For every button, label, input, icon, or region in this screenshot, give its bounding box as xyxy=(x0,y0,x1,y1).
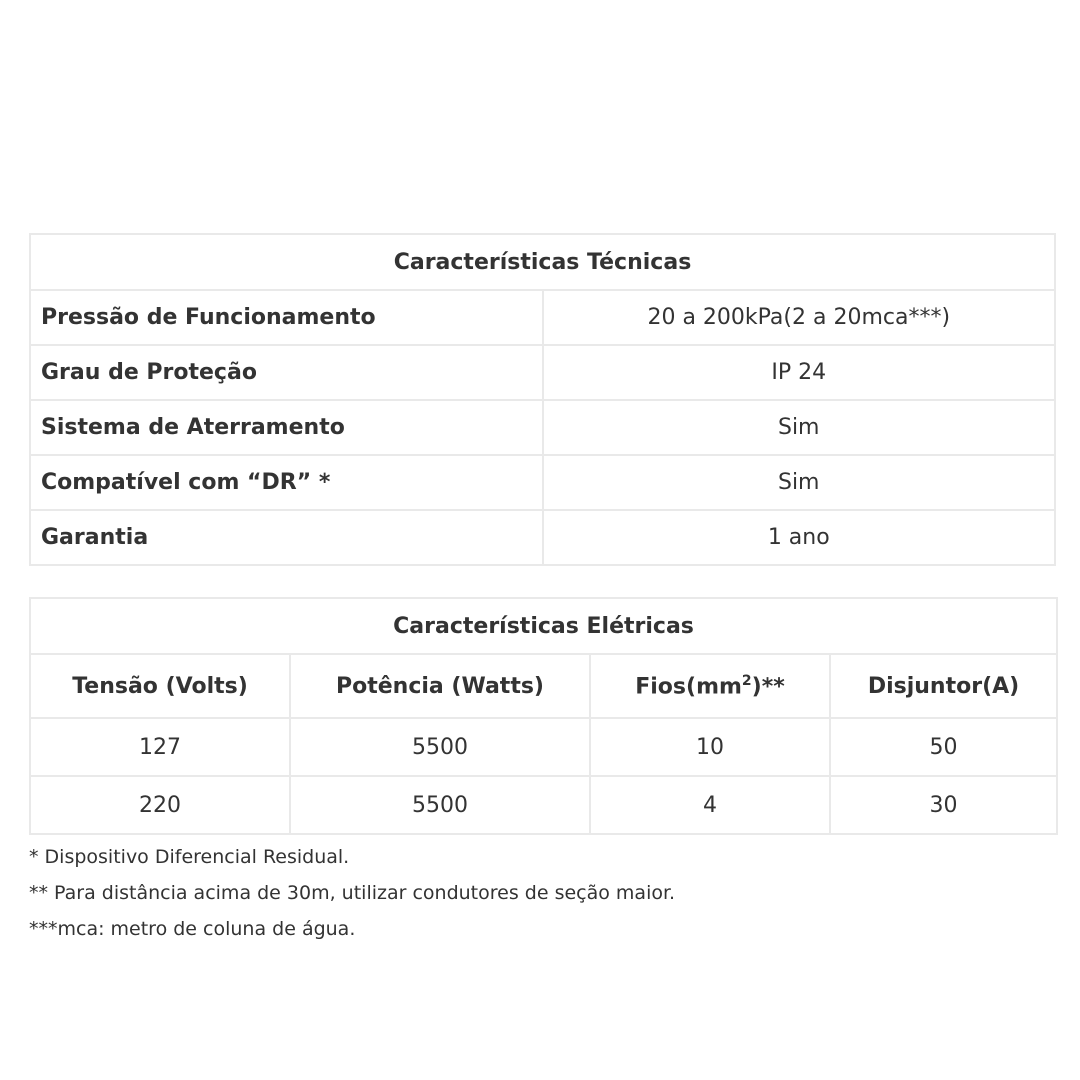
table-row xyxy=(30,718,1057,776)
power-cell: 5500 xyxy=(290,776,590,834)
footnotes xyxy=(29,842,675,950)
elec-table-title: Características Elétricas xyxy=(30,598,1057,654)
power-header: Potência (Watts) xyxy=(290,654,590,718)
warranty-value: 1 ano xyxy=(543,510,1056,565)
wires-cell: 10 xyxy=(590,718,830,776)
power-cell: 5500 xyxy=(290,718,590,776)
wires-cell: 4 xyxy=(590,776,830,834)
breaker-cell: 50 xyxy=(830,718,1057,776)
warranty-label: Garantia xyxy=(30,510,543,565)
protection-degree-label: Grau de Proteção xyxy=(30,345,543,400)
table-row xyxy=(30,455,1055,510)
voltage-header: Tensão (Volts) xyxy=(30,654,290,718)
table-row xyxy=(30,510,1055,565)
table-row xyxy=(30,400,1055,455)
dr-compatible-value: Sim xyxy=(543,455,1056,510)
electrical-characteristics-table xyxy=(29,597,1058,835)
technical-characteristics-table xyxy=(29,233,1056,566)
footnote-distance: ** Para distância acima de 30m, utilizar condutores de seção maior. xyxy=(29,882,676,904)
footnote-dr: * Dispositivo Diferencial Residual. xyxy=(29,846,350,868)
wires-header-sup: 2 xyxy=(741,672,752,689)
voltage-cell: 127 xyxy=(30,718,290,776)
grounding-system-value: Sim xyxy=(543,400,1056,455)
breaker-header: Disjuntor(A) xyxy=(830,654,1057,718)
voltage-cell: 220 xyxy=(30,776,290,834)
table-row xyxy=(30,290,1055,345)
protection-degree-value: IP 24 xyxy=(543,345,1056,400)
grounding-system-label: Sistema de Aterramento xyxy=(30,400,543,455)
operating-pressure-value: 20 a 200kPa(2 a 20mca***) xyxy=(543,290,1056,345)
footnote-mca: ***mca: metro de coluna de água. xyxy=(29,918,356,940)
table-row xyxy=(30,776,1057,834)
wires-header xyxy=(590,654,830,718)
table-header-row xyxy=(30,654,1057,718)
tech-table-title: Características Técnicas xyxy=(30,234,1055,290)
breaker-cell: 30 xyxy=(830,776,1057,834)
wires-header-suffix: )** xyxy=(751,674,785,700)
table-row xyxy=(30,345,1055,400)
dr-compatible-label: Compatível com “DR” * xyxy=(30,455,543,510)
wires-header-prefix: Fios(mm xyxy=(635,674,742,700)
operating-pressure-label: Pressão de Funcionamento xyxy=(30,290,543,345)
